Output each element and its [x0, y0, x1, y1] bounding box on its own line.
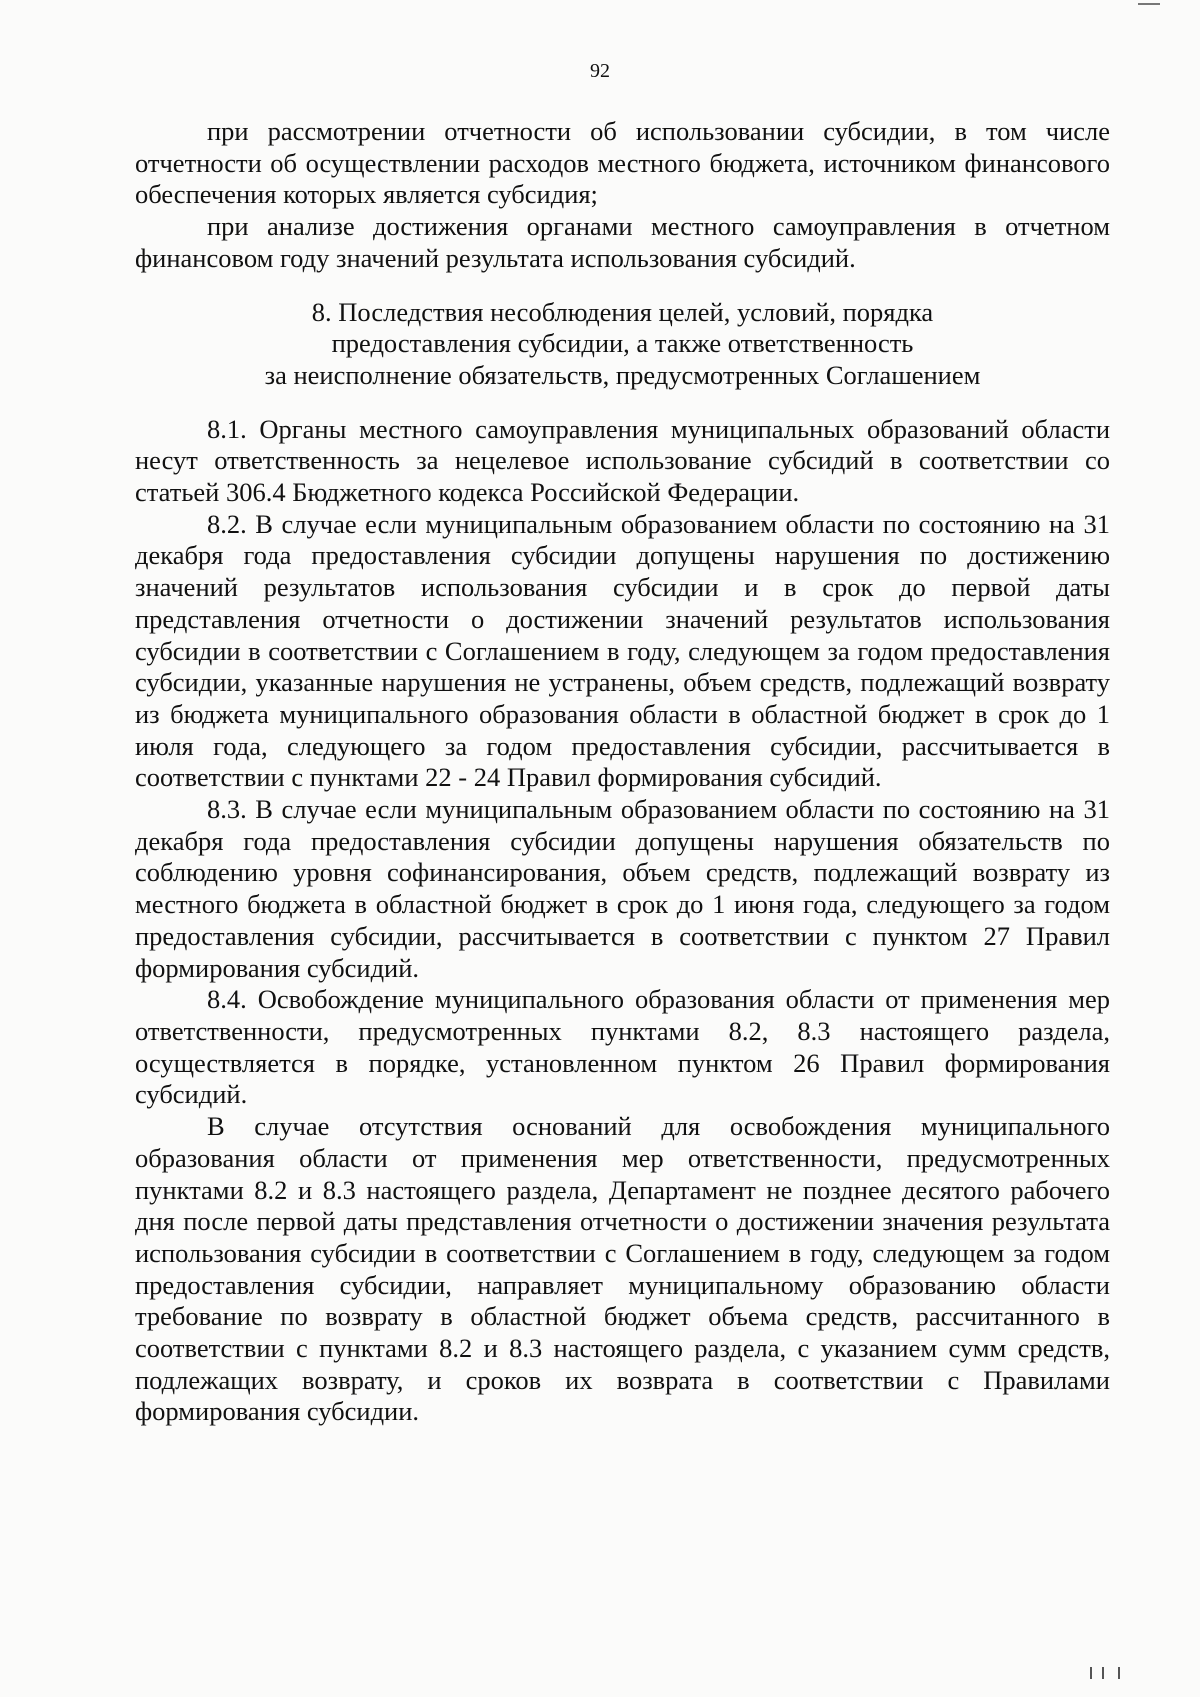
section-heading-line-1: 8. Последствия несоблюдения целей, условий, порядка: [311, 296, 934, 327]
page-number: 92: [590, 60, 610, 82]
paragraph-reporting-review: при рассмотрении отчетности об использовании субсидии, в том числе отчетности об осуществлении расходов местного бюджета, источником финансового обеспечения которых является субсидия;: [135, 116, 1110, 210]
paragraph-8-1: 8.1. Органы местного самоуправления муниципальных образований области несут ответственность за нецелевое использование субсидий в соответствии со статьей 306.4 Бюджетного кодекса Российской Федерации.: [135, 413, 1110, 508]
paragraph-results-analysis: при анализе достижения органами местного самоуправления в отчетном финансовом году значений результата использования субсидий.: [135, 211, 1110, 273]
scan-corner-mark: [1090, 1667, 1120, 1679]
section-heading-line-3: за неисполнение обязательств, предусмотренных Соглашением: [264, 359, 981, 390]
paragraph-8-3: 8.3. В случае если муниципальным образованием области по состоянию на 31 декабря года предоставления субсидии допущены нарушения обязательств по соблюдению уровня софинансирования, объем средств, подлежащий возврату из местного бюджета в областной бюджет в срок до 1 июня года, следующего за годом предоставления субсидии, рассчитывается в соответствии с пунктом 27 Правил формирования субсидий.: [135, 794, 1110, 983]
paragraph-refund-requirement: В случае отсутствия оснований для освобождения муниципального образования области от применения мер ответственности, предусмотренных пунктами 8.2 и 8.3 настоящего раздела, Департамент не позднее десятого рабочего дня после первой даты представления отчетности о достижении значения результата использования субсидии в соответствии с Соглашением в году, следующем за годом предоставления субсидии, направляет муниципальному образованию области требование по возврату в областной бюджет объема средств, рассчитанного в соответствии с пунктами 8.2 и 8.3 настоящего раздела, с указанием сумм средств, подлежащих возврату, и сроков их возврата в соответствии с Правилами формирования субсидии.: [135, 1111, 1110, 1427]
section-heading: [135, 297, 1110, 392]
document-body: [135, 116, 1110, 1428]
scan-edge-mark: [1138, 0, 1160, 5]
paragraph-8-4: 8.4. Освобождение муниципального образования области от применения мер ответственности, предусмотренных пунктами 8.2, 8.3 настоящего раздела, осуществляется в порядке, установленном пунктом 26 Правил формирования субсидий.: [135, 984, 1110, 1110]
paragraph-8-2: 8.2. В случае если муниципальным образованием области по состоянию на 31 декабря года предоставления субсидии допущены нарушения по достижению значений результатов использования субсидии и в срок до первой даты представления отчетности о достижении значений результатов использования субсидии в соответствии с Соглашением в году, следующем за годом предоставления субсидии, указанные нарушения не устранены, объем средств, подлежащий возврату из бюджета муниципального образования области в областной бюджет в срок до 1 июля года, следующего за годом предоставления субсидии, рассчитывается в соответствии с пунктами 22 - 24 Правил формирования субсидий.: [135, 508, 1110, 793]
section-heading-line-2: предоставления субсидии, а также ответственность: [331, 328, 914, 359]
